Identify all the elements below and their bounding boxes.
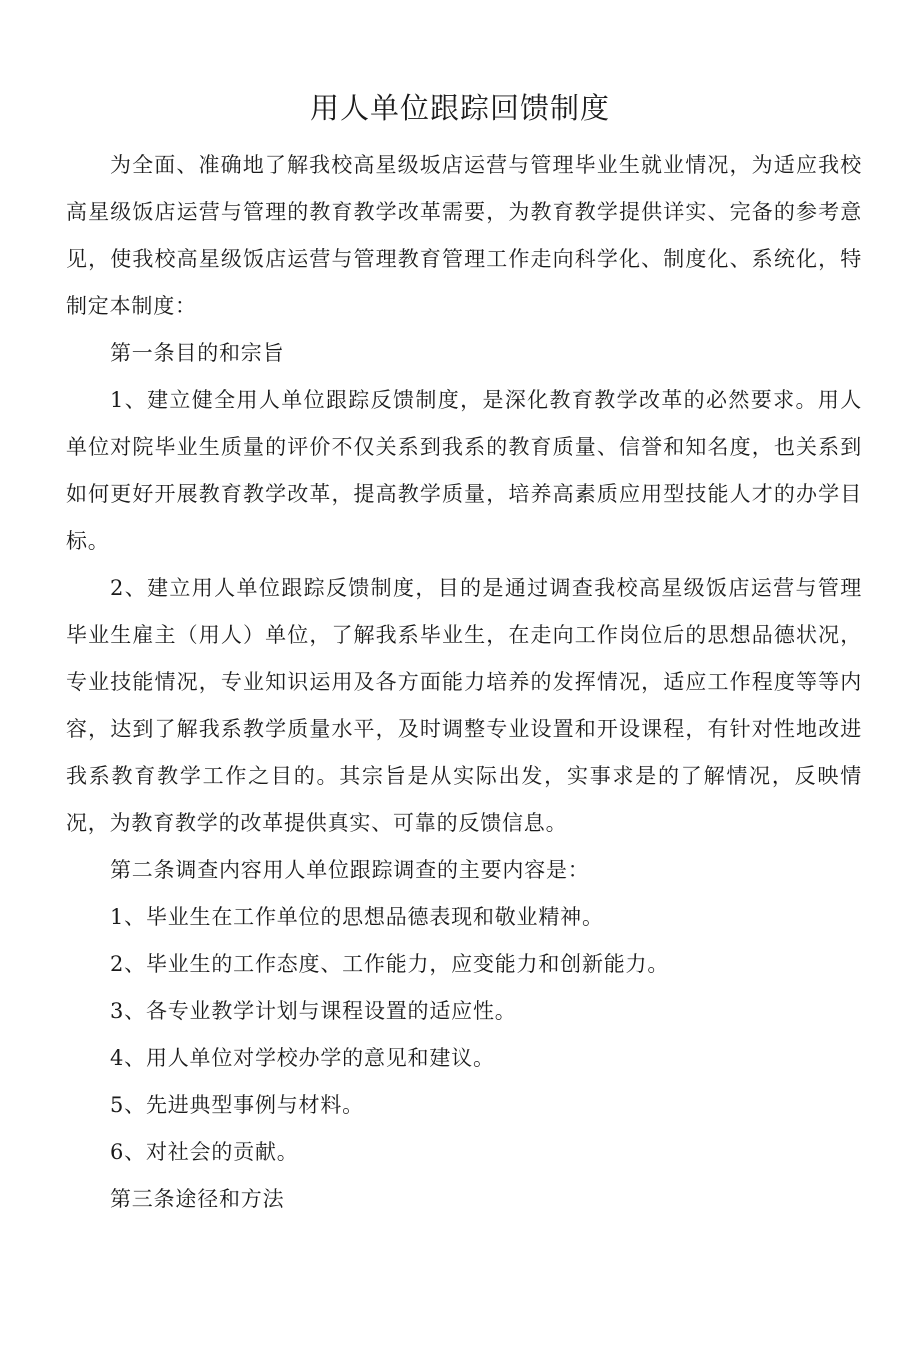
survey-item-4: 4、用人单位对学校办学的意见和建议。 [110,1046,495,1070]
article-three-heading: 第三条途径和方法 [110,1187,285,1211]
document-body [66,142,862,1223]
survey-item-5: 5、先进典型事例与材料。 [110,1093,364,1117]
survey-item-6: 6、对社会的贡献。 [110,1140,299,1164]
survey-item-3: 3、各专业教学计划与课程设置的适应性。 [110,999,517,1023]
article-two-heading: 第二条调查内容用人单位跟踪调查的主要内容是： [110,858,590,882]
article-one-heading: 第一条目的和宗旨 [110,341,285,365]
article-one-item-1: 1、建立健全用人单位跟踪反馈制度，是深化教育教学改革的必然要求。用人单位对院毕业生质量的评价不仅关系到我系的教育质量、信誉和知名度，也关系到如何更好开展教育教学改革，提高教学质量，培养高素质应用型技能人才的办学目标。 [66,388,862,553]
survey-item-1: 1、毕业生在工作单位的思想品德表现和敬业精神。 [110,905,604,929]
article-one-item-2: 2、建立用人单位跟踪反馈制度，目的是通过调查我校高星级饭店运营与管理毕业生雇主（用人）单位，了解我系毕业生，在走向工作岗位后的思想品德状况，专业技能情况，专业知识运用及各方面能力培养的发挥情况，适应工作程度等等内容，达到了解我系教学质量水平，及时调整专业设置和开设课程，有针对性地改进我系教育教学工作之目的。其宗旨是从实际出发，实事求是的了解情况，反映情况，为教育教学的改革提供真实、可靠的反馈信息。 [66,576,862,835]
document-title: 用人单位跟踪回馈制度 [309,91,610,125]
intro-paragraph: 为全面、准确地了解我校高星级坂店运营与管理毕业生就业情况，为适应我校高星级饭店运营与管理的教育教学改革需要，为教育教学提供详实、完备的参考意见，使我校高星级饭店运营与管理教育管理工作走向科学化、制度化、系统化，特制定本制度： [66,153,862,318]
survey-item-2: 2、毕业生的工作态度、工作能力，应变能力和创新能力。 [110,952,670,976]
